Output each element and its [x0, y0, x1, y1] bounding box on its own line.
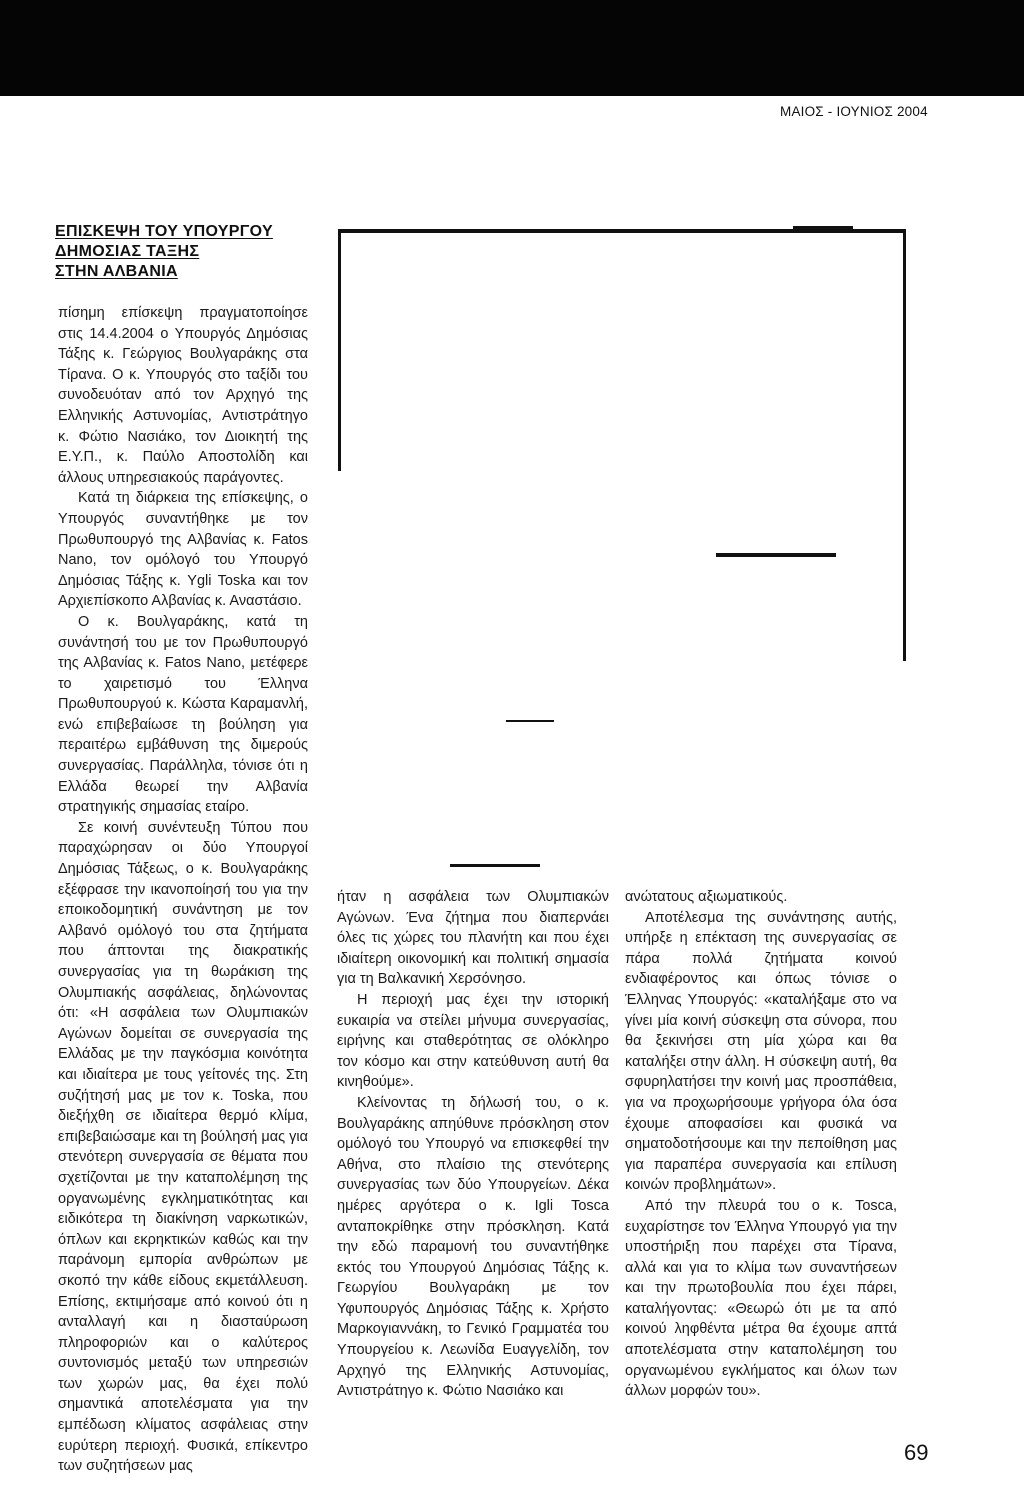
- frame-right-edge: [903, 229, 906, 661]
- issue-date: ΜΑΙΟΣ - ΙΟΥΝΙΟΣ 2004: [780, 104, 928, 119]
- paragraph: ήταν η ασφάλεια των Ολυμπιακών Αγώνων. Ένα ζήτημα που διαπερνάει όλες τις χώρες του πλανήτη και που έχει ιδιαίτερη οικονομική και πολιτική σημασία για τη Βαλκανική Χερσόνησο.: [337, 889, 609, 988]
- paragraph: ανώτατους αξιωματικούς.: [625, 889, 788, 905]
- page-number: 69: [904, 1440, 929, 1465]
- article-headline: [55, 222, 315, 282]
- paragraph: Αποτέλεσμα της συνάντησης αυτής, υπήρξε η επέκταση της συνεργασίας σε πάρα πολλά ζητήματα κοινού ενδιαφέροντος και όπως τόνισε ο Έλληνας Υπουργός: «καταλήξαμε στο να γίνει μία κοινή σύσκεψη στα σύνορα, που θα ξεκινήσει στη μία χώρα και θα καταλήξει στην άλλη. Η σύσκεψη αυτή, θα σφυρηλατήσει την κοινή μας προσπάθεια, για να προχωρήσουμε γρήγορα όλα όσα έχουμε αποφασίσει και φυσικά να σηματοδοτήσουμε και την πεποίθηση μας για παραπέρα συνεργασία και επίλυση κοινών προβλημάτων».: [625, 909, 897, 1194]
- photo-frame: [338, 229, 906, 661]
- paragraph: πίσημη επίσκεψη πραγματοποίησε στις 14.4.2004 ο Υπουργός Δημόσιας Τάξης κ. Γεώργιος Βουλγαράκης στα Τίρανα. Ο κ. Υπουργός στο ταξίδι του συνοδευόταν από τον Αρχηγό της Ελληνικής Αστυνομίας, Αντιστράτηγο κ. Φώτιο Νασιάκο, τον Διοικητή της Ε.Υ.Π., κ. Παύλο Αποστολίδη και άλλους υπηρεσιακούς παράγοντες.: [58, 305, 308, 486]
- paragraph: Κλείνοντας τη δήλωσή του, ο κ. Βουλγαράκης απηύθυνε πρόσκληση στον ομόλογό του Υπουργό να επισκεφθεί την Αθήνα, στο πλαίσιο της στενότερης συνεργασίας των δύο Υπουργείων. Δέκα ημέρες αργότερα ο κ. Igli Tosca ανταποκρίθηκε στην πρόσκληση. Κατά την εδώ παραμονή του συναντήθηκε εκτός του Υπουργού Δημόσιας Τάξης κ. Γεωργίου Βουλγαράκη με τον Υφυπουργός Δημόσιας Τάξης κ. Χρήστο Μαρκογιαννάκη, το Γενικό Γραμματέα του Υπουργείου κ. Λεωνίδα Ευαγγελίδη, τον Αρχηγό της Ελληνικής Αστυνομίας, Αντιστράτηγο κ. Φώτιο Νασιάκο και: [337, 1094, 609, 1400]
- paragraph: Από την πλευρά του ο κ. Tosca, ευχαρίστησε τον Έλληνα Υπουργό για την υποστήριξη που παρέχει στα Τίρανα, αλλά και για το κλίμα των συναντήσεων και την πρωτοβουλία που έχει πάρει, καταλήγοντας: «Θεωρώ ότι με τα από κοινού ληφθέντα μέτρα θα έχουμε απτά αποτελέσματα στην καταπολέμηση του οργανωμένου εγκλήματος και όλων των άλλων μορφών του».: [625, 1197, 897, 1400]
- photo-rule: [716, 553, 836, 557]
- paragraph: Κατά τη διάρκεια της επίσκεψης, ο Υπουργός συναντήθηκε με τον Πρωθυπουργό της Αλβανίας κ. Fatos Nano, τον ομόλογό του Υπουργό Δημόσιας Τάξης κ. Ygli Toska και τον Αρχιεπίσκοπο Αλβανίας κ. Αναστάσιο.: [58, 490, 308, 610]
- headline-line-3: ΣΤΗΝ ΑΛΒΑΝΙΑ: [55, 263, 178, 280]
- headline-line-2: ΔΗΜΟΣΙΑΣ ΤΑΞΗΣ: [55, 243, 200, 260]
- article-column-3: [625, 887, 897, 1402]
- article-column-1: [58, 303, 308, 1477]
- headline-line-1: ΕΠΙΣΚΕΨΗ ΤΟΥ ΥΠΟΥΡΓΟΥ: [55, 223, 273, 240]
- frame-left-edge: [338, 229, 341, 471]
- photo-rule: [450, 864, 540, 867]
- paragraph: Σε κοινή συνέντευξη Τύπου που παραχώρησαν οι δύο Υπουργοί Δημόσιας Τάξεως, ο κ. Βουλγαράκης εξέφρασε την ικανοποίησή του για την εποικοδομητική συνάντηση με τον Αλβανό ομόλογό του στα ζητήματα που άπτονται της διακρατικής συνεργασίας για τη θωράκιση της Ολυμπιακής ασφάλειας, δηλώνοντας ότι: «Η ασφάλεια των Ολυμπιακών Αγώνων δομείται σε συνεργασία της Ελλάδας με την παγκόσμια κοινότητα και ιδιαίτερα με τους γείτονές της. Στη συζήτησή μας με τον κ. Toska, που διεξήχθη σε ιδιαίτερα θερμό κλίμα, επιβεβαιώσαμε και τη βούλησή μας για στενότερη συνεργασία σε θέματα που σχετίζονται με την καταπολέμηση της οργανωμένης εγκληματικότητας και ειδικότερα τη διακίνηση ναρκωτικών, όπλων και εκρηκτικών καθώς και την παράνομη εμπορία ανθρώπων με σκοπό την κάθε είδους εκμετάλλευση. Επίσης, εκτιμήσαμε από κοινού ότι η ανταλλαγή και η διασταύρωση πληροφοριών και ο καλύτερος συντονισμός μεταξύ των υπηρεσιών των χωρών μας, θα έχει πολύ σημαντικά αποτελέσματα για την εμπέδωση κλίματος ασφάλειας στην ευρύτερη περιοχή. Φυσικά, επίκεντρο των συζητήσεων μας: [58, 819, 308, 1475]
- frame-notch: [793, 226, 853, 233]
- article-column-2: [337, 887, 609, 1402]
- photo-rule: [506, 720, 554, 722]
- top-black-band: [0, 0, 1024, 96]
- paragraph: Η περιοχή μας έχει την ιστορική ευκαιρία να στείλει μήνυμα συνεργασίας, ειρήνης και σταθερότητας σε ολόκληρο τον κόσμο και στην κατεύθυνση αυτή θα κινηθούμε».: [337, 991, 609, 1091]
- top-decorative-bar: [810, 84, 960, 96]
- paragraph: Ο κ. Βουλγαράκης, κατά τη συνάντησή του με τον Πρωθυπουργό της Αλβανίας κ. Fatos Nano, μετέφερε το χαιρετισμό του Έλληνα Πρωθυπουργού κ. Κώστα Καραμανλή, ενώ επιβεβαίωσε τη βούληση για περαιτέρω εμβάθυνση της διμερούς συνεργασίας. Παράλληλα, τόνισε ότι η Ελλάδα θεωρεί την Αλβανία στρατηγικής σημασίας εταίρο.: [58, 613, 308, 816]
